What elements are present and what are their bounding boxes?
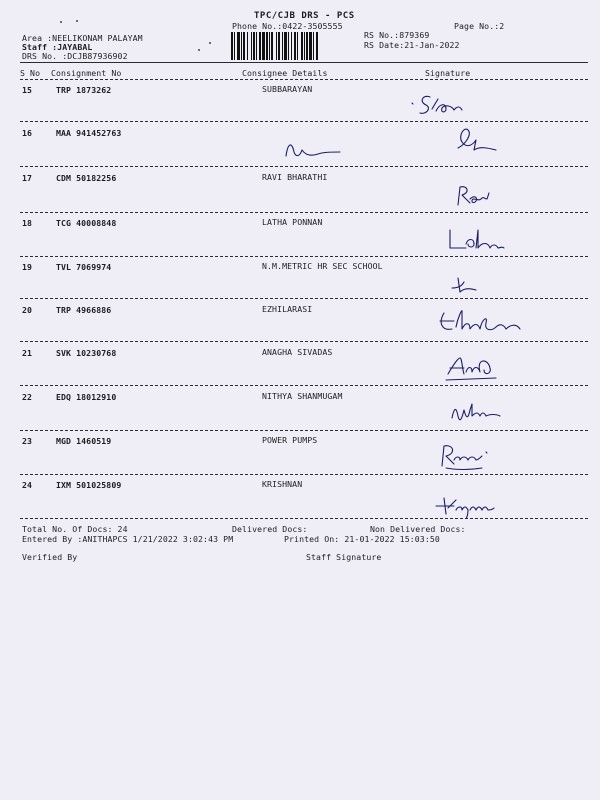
header-divider [20, 62, 588, 63]
phone-number: Phone No.:0422-3505555 [232, 21, 343, 31]
barcode-bar [266, 32, 268, 60]
barcode-bar [256, 32, 257, 60]
scan-speck [209, 42, 211, 44]
barcode-bar [301, 32, 303, 60]
table-row [0, 126, 600, 170]
row-consignment: SVK 10230768 [56, 348, 117, 358]
row-consignment: TRP 1873262 [56, 85, 112, 95]
row-divider [20, 341, 588, 342]
row-consignee: SUBBARAYAN [262, 84, 313, 94]
signature-image [444, 222, 524, 254]
row-sno: 15 [22, 85, 33, 95]
scan-speck [198, 49, 200, 51]
page-number: Page No.:2 [454, 21, 505, 31]
row-consignment: MAA 941452763 [56, 128, 122, 138]
signature-image [432, 488, 512, 518]
table-row [0, 390, 600, 434]
row-sno: 16 [22, 128, 33, 138]
row-sno: 20 [22, 305, 33, 315]
row-consignee: LATHA PONNAN [262, 217, 323, 227]
signature-image [448, 126, 528, 160]
column-header-divider [20, 79, 588, 80]
barcode-bar [288, 32, 289, 60]
row-divider [20, 121, 588, 122]
barcode-bar [284, 32, 287, 60]
row-consignment: TCG 40008848 [56, 218, 117, 228]
row-consignee: EZHILARASI [262, 304, 313, 314]
row-consignee: RAVI BHARATHI [262, 172, 328, 182]
barcode-bar [271, 32, 273, 60]
row-divider [20, 430, 588, 431]
row-sno: 24 [22, 480, 33, 490]
barcode-bar [316, 32, 318, 60]
barcode-bar [234, 32, 235, 60]
signature-image [436, 438, 506, 472]
row-sno: 22 [22, 392, 33, 402]
signature-image [448, 396, 528, 426]
barcode-bar [276, 32, 277, 60]
consignee-scribble-image [280, 132, 360, 162]
row-sno: 21 [22, 348, 33, 358]
row-consignment: MGD 1460519 [56, 436, 112, 446]
table-row [0, 478, 600, 522]
column-header-consignment: Consignment No [51, 68, 122, 78]
staff-signature-label: Staff Signature [306, 552, 382, 562]
row-divider [20, 166, 588, 167]
row-consignee: NITHYA SHANMUGAM [262, 391, 343, 401]
row-consignment: EDQ 18012910 [56, 392, 117, 402]
non-delivered-docs: Non Delivered Docs: [370, 524, 466, 534]
row-divider [20, 518, 588, 519]
signature-image [436, 303, 536, 337]
signature-image [448, 268, 508, 298]
row-consignment: TVL 7069974 [56, 262, 112, 272]
row-consignee: N.M.METRIC HR SEC SCHOOL [262, 261, 383, 271]
row-sno: 23 [22, 436, 33, 446]
signature-image [452, 179, 522, 209]
row-consignment: TRP 4966886 [56, 305, 112, 315]
document-title: TPC/CJB DRS - PCS [254, 11, 355, 21]
verified-by-label: Verified By [22, 552, 78, 562]
row-divider [20, 385, 588, 386]
row-sno: 19 [22, 262, 33, 272]
barcode-bar [278, 32, 280, 60]
barcode-bar [247, 32, 248, 60]
signature-image [442, 350, 522, 384]
table-row [0, 434, 600, 478]
row-consignee: POWER PUMPS [262, 435, 318, 445]
row-consignment: CDM 50182256 [56, 173, 117, 183]
signature-image [408, 89, 518, 119]
column-header-signature: Signature [425, 68, 471, 78]
barcode-bar [269, 32, 270, 60]
barcode-bar [282, 32, 283, 60]
delivered-docs: Delivered Docs: [232, 524, 308, 534]
row-consignee: ANAGHA SIVADAS [262, 347, 333, 357]
barcode-bar [251, 32, 252, 60]
barcode-bar [309, 32, 312, 60]
table-row [0, 216, 600, 260]
barcode-bar [262, 32, 265, 60]
drs-number: DRS No. :DCJB87936902 [22, 51, 128, 61]
column-header-sno: S No [20, 68, 41, 78]
row-sno: 18 [22, 218, 33, 228]
row-divider [20, 474, 588, 475]
total-docs: Total No. Of Docs: 24 [22, 524, 128, 534]
barcode-bar [304, 32, 305, 60]
rs-number: RS No.:879369 [364, 30, 430, 40]
printed-on: Printed On: 21-01-2022 15:03:50 [284, 534, 440, 544]
barcode-bar [297, 32, 298, 60]
area-field: Area :NEELIKONAM PALAYAM [22, 33, 143, 43]
barcode-bar [241, 32, 242, 60]
row-consignment: IXM 501025809 [56, 480, 122, 490]
table-row [0, 346, 600, 390]
row-sno: 17 [22, 173, 33, 183]
barcode-bar [259, 32, 261, 60]
row-divider [20, 212, 588, 213]
barcode-bar [313, 32, 314, 60]
barcode-image [230, 32, 354, 60]
barcode-bar [231, 32, 233, 60]
table-row [0, 171, 600, 215]
row-divider [20, 298, 588, 299]
row-consignee: KRISHNAN [262, 479, 303, 489]
column-header-consignee: Consignee Details [242, 68, 328, 78]
barcode-bar [291, 32, 292, 60]
barcode-bar [306, 32, 308, 60]
rs-date: RS Date:21-Jan-2022 [364, 40, 460, 50]
barcode-bar [253, 32, 255, 60]
row-divider [20, 256, 588, 257]
staff-field: Staff :JAYABAL [22, 42, 93, 52]
barcode-bar [237, 32, 240, 60]
scan-speck [60, 21, 62, 23]
barcode-bar [294, 32, 296, 60]
barcode-bar [243, 32, 245, 60]
scan-speck [76, 20, 78, 22]
entered-by: Entered By :ANITHAPCS 1/21/2022 3:02:43 PM [22, 534, 234, 544]
